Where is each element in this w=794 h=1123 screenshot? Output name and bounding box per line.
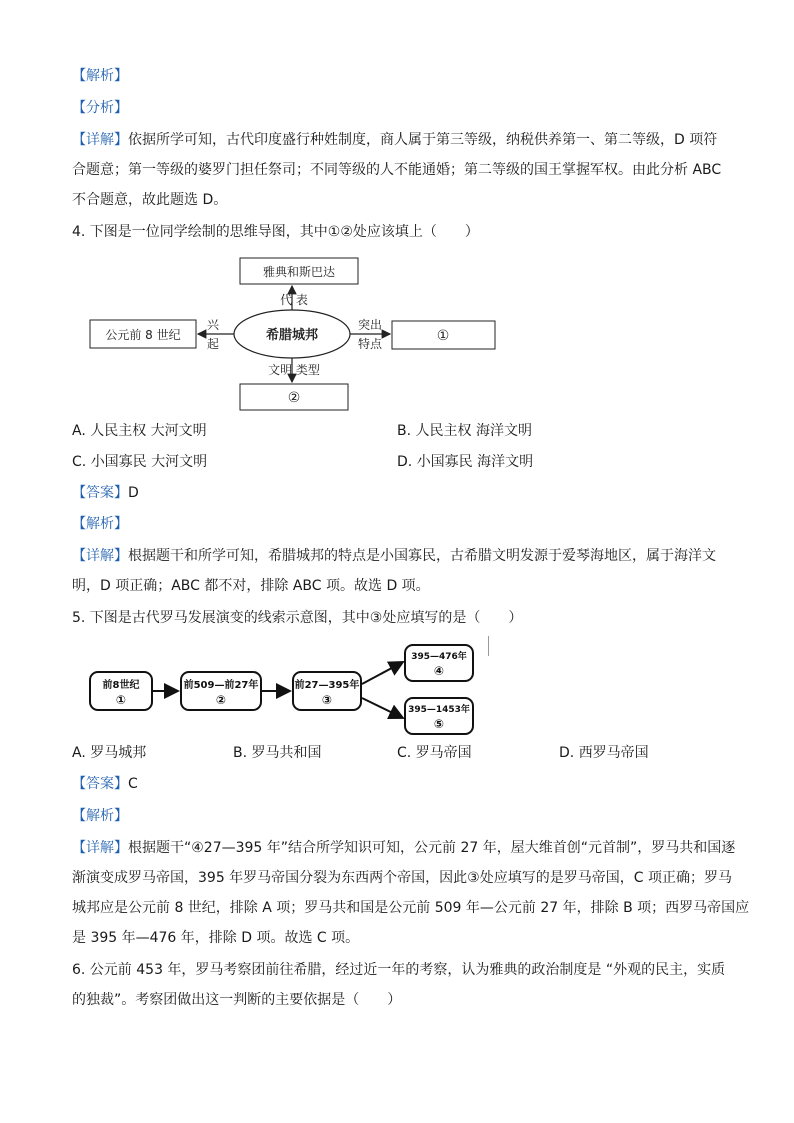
flow-box-3-period: 前27—395年 — [294, 680, 360, 691]
mindmap-right-box-text: ① — [436, 328, 450, 344]
q3-fenxi-heading: 【分析】 — [72, 100, 128, 116]
flow-box-2-num: ② — [215, 693, 227, 707]
q4-option-b-text: 人民主权 海洋文明 — [415, 423, 532, 439]
q4-answer — [72, 483, 139, 503]
q5-detail-line3: 城邦应是公元前 8 世纪，排除 A 项；罗马共和国是公元前 509 年—公元前 27 年，排除 B 项；西罗马帝国应 — [72, 900, 750, 916]
q4-option-d — [397, 452, 533, 472]
q5-option-b-text: 罗马共和国 — [251, 745, 322, 761]
q5-answer — [72, 774, 138, 794]
q4-mindmap — [0, 250, 794, 420]
q4-option-d-label: D. — [397, 454, 413, 470]
q5-option-c-label: C. — [397, 745, 412, 761]
q4-option-c-label: C. — [72, 454, 87, 470]
mindmap-left-box-text: 公元前 8 世纪 — [105, 328, 181, 342]
mindmap-left-edge-label-1: 兴 — [206, 318, 220, 332]
q5-answer-value: C — [128, 776, 138, 792]
q5-jiexi-heading: 【解析】 — [72, 808, 128, 824]
q4-option-d-text: 小国寡民 海洋文明 — [416, 454, 534, 470]
q4-answer-value: D — [128, 485, 139, 501]
mindmap-center-text: 希腊城邦 — [265, 328, 319, 343]
q5-option-b — [233, 743, 322, 763]
q5-flow-diagram — [0, 640, 794, 740]
q3-jiexi-heading: 【解析】 — [72, 68, 128, 84]
q6-stem-line1: 6. 公元前 453 年，罗马考察团前往希腊，经过近一年的考察，认为雅典的政治制度是 “外观的民主，实质 — [72, 962, 726, 978]
q5-option-c-text: 罗马帝国 — [415, 745, 472, 761]
q4-jiexi-heading: 【解析】 — [72, 516, 128, 532]
q4-option-a — [72, 421, 207, 441]
q3-detail-tag: 【详解】 — [72, 132, 128, 148]
q4-option-a-text: 人民主权 大河文明 — [90, 423, 207, 439]
flow-box-2-period: 前509—前27年 — [183, 680, 259, 691]
q5-option-b-label: B. — [233, 745, 248, 761]
flow-box-1-period: 前8世纪 — [102, 680, 140, 691]
mindmap-right-edge-label-2: 特点 — [357, 337, 383, 351]
q4-option-c — [72, 452, 207, 472]
flow-box-4-period: 395—476年 — [411, 652, 467, 662]
q5-option-d-text: 西罗马帝国 — [578, 745, 649, 761]
mindmap-top-edge-label: 代 表 — [280, 293, 308, 307]
q5-answer-tag: 【答案】 — [72, 776, 128, 792]
mindmap-top-box-text: 雅典和斯巴达 — [262, 265, 336, 279]
q5-option-a-text: 罗马城邦 — [90, 745, 147, 761]
q5-option-c — [397, 743, 472, 763]
mindmap-bottom-edge-label: 文明 类型 — [268, 363, 320, 377]
q4-stem: 4. 下图是一位同学绘制的思维导图，其中①②处应该填上（ ） — [72, 224, 479, 240]
q5-option-d — [559, 743, 649, 763]
flow-box-5-period: 395—1453年 — [408, 705, 470, 715]
q3-detail-line1 — [72, 130, 717, 150]
q4-detail-line2: 明，D 项正确；ABC 都不对，排除 ABC 项。故选 D 项。 — [72, 578, 430, 594]
flow-box-1-num: ① — [115, 693, 127, 707]
q5-detail-text1: 根据题干“④27—395 年”结合所学知识可知，公元前 27 年，屋大维首创“元首制”，罗马共和国逐 — [128, 840, 736, 856]
q4-option-b-label: B. — [397, 423, 412, 439]
q4-option-a-label: A. — [72, 423, 86, 439]
q3-detail-text1: 依据所学可知，古代印度盛行种姓制度，商人属于第三等级，纳税供养第一、第二等级，D 项符 — [128, 132, 718, 148]
q3-detail-line2: 合题意；第一等级的婆罗门担任祭司；不同等级的人不能通婚；第二等级的国王掌握军权。由此分析 ABC — [72, 162, 722, 178]
q5-detail-line4: 是 395 年—476 年，排除 D 项。故选 C 项。 — [72, 930, 360, 946]
q4-detail-tag: 【详解】 — [72, 548, 128, 564]
q5-detail-tag: 【详解】 — [72, 840, 128, 856]
q5-option-d-label: D. — [559, 745, 575, 761]
mindmap-right-edge-label-1: 突出 — [357, 318, 383, 332]
q5-option-a — [72, 743, 146, 763]
q5-detail-line2: 渐演变成罗马帝国，395 年罗马帝国分裂为东西两个帝国，因此③处应填写的是罗马帝国，C 项正确；罗马 — [72, 870, 732, 886]
q4-answer-tag: 【答案】 — [72, 485, 128, 501]
flow-box-4-num: ④ — [433, 664, 445, 678]
q5-stem: 5. 下图是古代罗马发展演变的线索示意图，其中③处应填写的是（ ） — [72, 610, 523, 626]
mindmap-left-edge-label-2: 起 — [206, 337, 220, 351]
q4-option-c-text: 小国寡民 大河文明 — [90, 454, 208, 470]
flow-box-5-num: ⑤ — [433, 717, 445, 731]
mindmap-bottom-box-text: ② — [287, 390, 301, 406]
q3-detail-line3: 不合题意，故此题选 D。 — [72, 192, 228, 208]
q5-option-a-label: A. — [72, 745, 86, 761]
q6-stem-line2: 的独裁”。考察团做出这一判断的主要依据是（ ） — [72, 992, 402, 1008]
q4-detail-text1: 根据题干和所学可知，希腊城邦的特点是小国寡民，古希腊文明发源于爱琴海地区，属于海洋文 — [128, 548, 716, 564]
q5-detail-line1 — [72, 838, 735, 858]
flow-box-3-num: ③ — [321, 693, 333, 707]
q4-option-b — [397, 421, 532, 441]
q4-detail-line1 — [72, 546, 716, 566]
